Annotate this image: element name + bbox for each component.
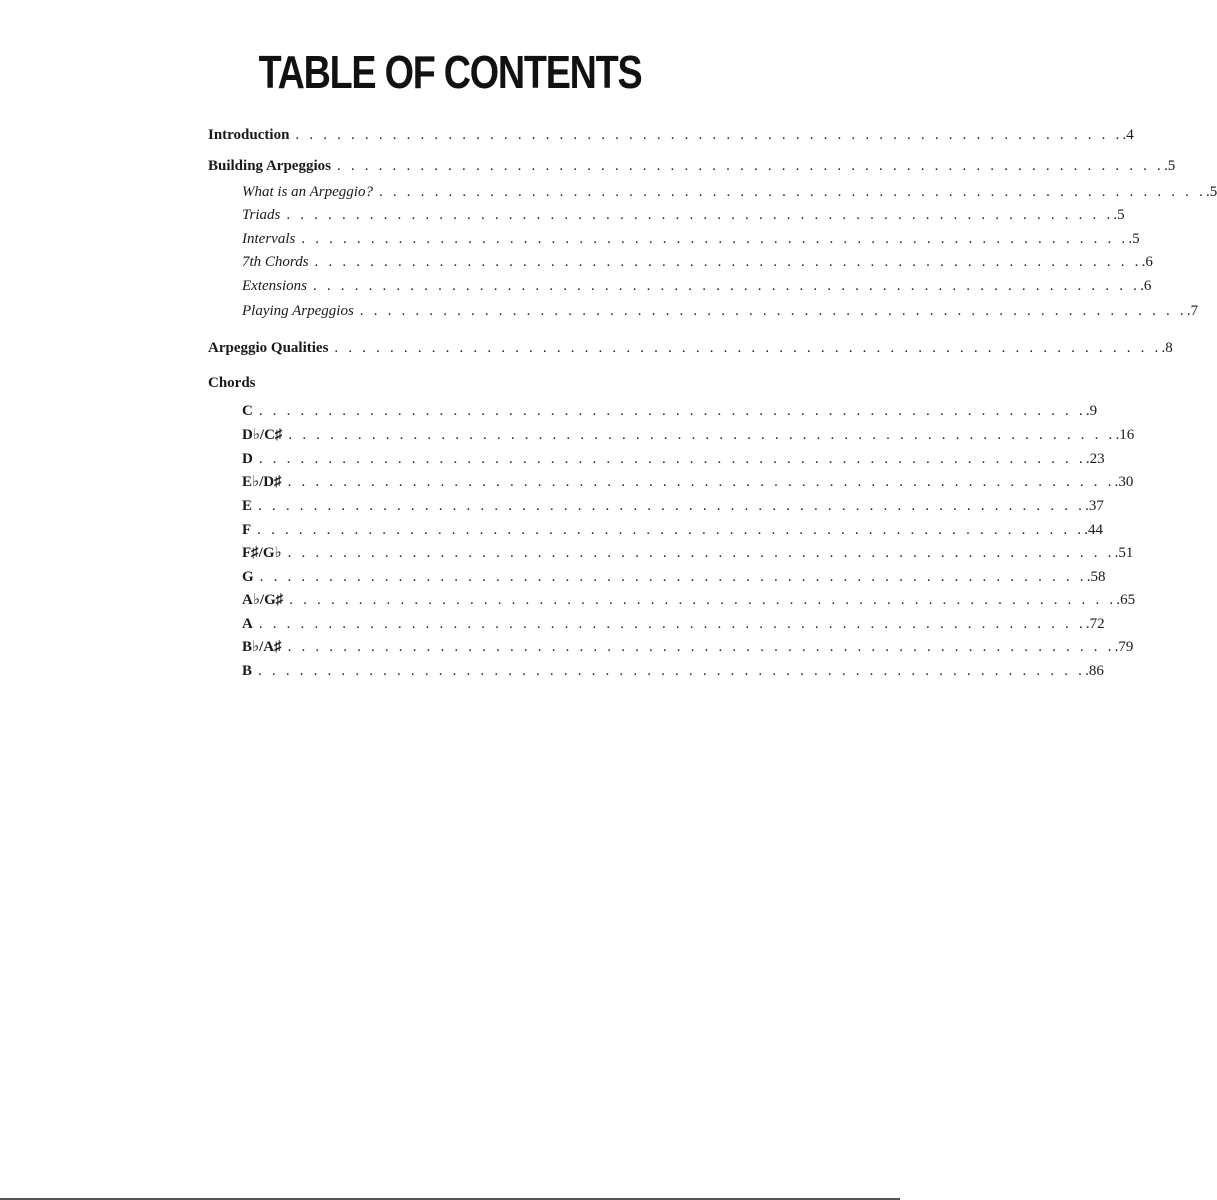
toc-entry-chord-a[interactable] xyxy=(242,613,1105,635)
chords-heading: Chords xyxy=(208,375,256,391)
toc-entry-label: Playing Arpeggios xyxy=(242,303,354,319)
toc-entry-label: C xyxy=(242,403,253,419)
leader-dots: . . . . . . . . . . . . . . . . . . . . . . . . . . . . . . . . . . . . . . . . . . . . . . . . . . . . . . . . . . . . xyxy=(334,340,1162,356)
toc-entry-page: .30 xyxy=(1114,474,1134,490)
toc-entry-page: .6 xyxy=(1140,278,1152,294)
toc-entry-page: .5 xyxy=(1113,207,1125,223)
leader-dots: . . . . . . . . . . . . . . . . . . . . . . . . . . . . . . . . . . . . . . . . . . . . . . . . . . . . . . . . . . . . xyxy=(301,231,1129,247)
leader-dots: . . . . . . . . . . . . . . . . . . . . . . . . . . . . . . . . . . . . . . . . . . . . . . . . . . . . . . . . . . . . xyxy=(286,207,1114,223)
leader-dots: . . . . . . . . . . . . . . . . . . . . . . . . . . . . . . . . . . . . . . . . . . . . . . . . . . . . . . . . . . . . xyxy=(258,451,1086,467)
toc-entry-label: G xyxy=(242,569,254,585)
toc-entry-label: B xyxy=(242,663,253,679)
toc-entry-chord-db-csharp[interactable] xyxy=(242,424,1135,446)
leader-dots: . . . . . . . . . . . . . . . . . . . . . . . . . . . . . . . . . . . . . . . . . . . . . . . . . . . . . . . . . . . . xyxy=(288,427,1116,443)
leader-dots: . . . . . . . . . . . . . . . . . . . . . . . . . . . . . . . . . . . . . . . . . . . . . . . . . . . . . . . . . . . . xyxy=(287,545,1115,561)
leader-dots: . . . . . . . . . . . . . . . . . . . . . . . . . . . . . . . . . . . . . . . . . . . . . . . . . . . . . . . . . . . . xyxy=(258,498,1086,514)
toc-entry-label: Extensions xyxy=(242,278,307,294)
toc-entry-extensions[interactable] xyxy=(242,275,1152,297)
toc-entry-page: .5 xyxy=(1128,231,1140,247)
page-title: TABLE OF CONTENTS xyxy=(258,46,642,98)
toc-entry-label: Triads xyxy=(242,207,281,223)
toc-entry-label: What is an Arpeggio? xyxy=(242,184,373,200)
leader-dots: . . . . . . . . . . . . . . . . . . . . . . . . . . . . . . . . . . . . . . . . . . . . . . . . . . . . . . . . . . . . xyxy=(336,158,1165,174)
toc-entry-page: .37 xyxy=(1085,498,1104,514)
leader-dots: . . . . . . . . . . . . . . . . . . . . . . . . . . . . . . . . . . . . . . . . . . . . . . . . . . . . . . . . . . . . xyxy=(287,474,1115,490)
toc-entry-page: .23 xyxy=(1085,451,1105,467)
leader-dots: . . . . . . . . . . . . . . . . . . . . . . . . . . . . . . . . . . . . . . . . . . . . . . . . . . . . . . . . . . . . xyxy=(359,303,1187,319)
toc-entry-7th-chords[interactable] xyxy=(242,251,1153,273)
toc-entry-page: .79 xyxy=(1114,639,1134,655)
toc-entry-page: .16 xyxy=(1115,427,1135,443)
leader-dots: . . . . . . . . . . . . . . . . . . . . . . . . . . . . . . . . . . . . . . . . . . . . . . . . . . . . . . . . . . . . xyxy=(378,184,1207,200)
leader-dots: . . . . . . . . . . . . . . . . . . . . . . . . . . . . . . . . . . . . . . . . . . . . . . . . . . . . . . . . . . . . xyxy=(259,569,1087,585)
toc-entry-chord-g[interactable] xyxy=(242,566,1106,588)
toc-entry-label: Intervals xyxy=(242,231,296,247)
toc-entry-label: 7th Chords xyxy=(242,254,309,270)
toc-entry-page: .6 xyxy=(1141,254,1153,270)
toc-entry-label: Building Arpeggios xyxy=(208,158,331,174)
toc-entry-label: A♭/G♯ xyxy=(242,592,284,608)
toc-entry-page: .51 xyxy=(1114,545,1134,561)
toc-entry-label: E xyxy=(242,498,253,514)
toc-entry-page: .8 xyxy=(1161,340,1173,356)
toc-entry-page: .72 xyxy=(1085,616,1105,632)
toc-entry-chord-bb-asharp[interactable] xyxy=(242,636,1134,658)
leader-dots: . . . . . . . . . . . . . . . . . . . . . . . . . . . . . . . . . . . . . . . . . . . . . . . . . . . . . . . . . . . . xyxy=(258,616,1086,632)
toc-entry-label: Arpeggio Qualities xyxy=(208,340,329,356)
toc-entry-chord-b[interactable] xyxy=(242,660,1104,682)
toc-entry-label: D xyxy=(242,451,253,467)
toc-entry-page: .4 xyxy=(1122,127,1134,143)
toc-entry-page: .65 xyxy=(1116,592,1136,608)
toc-entry-building-arpeggios[interactable] xyxy=(208,155,1176,177)
toc-entry-chord-e[interactable] xyxy=(242,495,1104,517)
leader-dots: . . . . . . . . . . . . . . . . . . . . . . . . . . . . . . . . . . . . . . . . . . . . . . . . . . . . . . . . . . . . xyxy=(257,522,1085,538)
toc-entry-chord-d[interactable] xyxy=(242,448,1105,470)
toc-entry-page: .5 xyxy=(1206,184,1217,200)
toc-entry-playing-arpeggios[interactable] xyxy=(242,300,1199,322)
toc-entry-page: .44 xyxy=(1084,522,1103,538)
toc-entry-page: .58 xyxy=(1086,569,1106,585)
toc-entry-label: E♭/D♯ xyxy=(242,474,282,490)
toc-entry-chord-f[interactable] xyxy=(242,519,1103,541)
toc-entry-triads[interactable] xyxy=(242,204,1125,226)
toc-entry-label: F♯/G♭ xyxy=(242,545,282,561)
leader-dots: . . . . . . . . . . . . . . . . . . . . . . . . . . . . . . . . . . . . . . . . . . . . . . . . . . . . . . . . . . . . xyxy=(295,127,1123,143)
toc-entry-label: B♭/A♯ xyxy=(242,639,282,655)
toc-entry-page: .5 xyxy=(1164,158,1176,174)
toc-entry-label: D♭/C♯ xyxy=(242,427,283,443)
toc-entry-page: .9 xyxy=(1085,403,1098,419)
leader-dots: . . . . . . . . . . . . . . . . . . . . . . . . . . . . . . . . . . . . . . . . . . . . . . . . . . . . . . . . . . . . xyxy=(258,403,1086,419)
toc-entry-what-is-an-arpeggio[interactable] xyxy=(242,181,1217,203)
toc-entry-label: Introduction xyxy=(208,127,290,143)
leader-dots: . . . . . . . . . . . . . . . . . . . . . . . . . . . . . . . . . . . . . . . . . . . . . . . . . . . . . . . . . . . . xyxy=(313,278,1141,294)
toc-entry-label: F xyxy=(242,522,252,538)
toc-entry-label: A xyxy=(242,616,253,632)
toc-entry-chord-ab-gsharp[interactable] xyxy=(242,589,1136,611)
leader-dots: . . . . . . . . . . . . . . . . . . . . . . . . . . . . . . . . . . . . . . . . . . . . . . . . . . . . . . . . . . . . xyxy=(289,592,1117,608)
toc-entry-arpeggio-qualities[interactable] xyxy=(208,337,1173,359)
toc-entry-page: .86 xyxy=(1085,663,1104,679)
toc-entry-chord-eb-dsharp[interactable] xyxy=(242,471,1134,493)
toc-entry-chord-c[interactable] xyxy=(242,400,1098,422)
leader-dots: . . . . . . . . . . . . . . . . . . . . . . . . . . . . . . . . . . . . . . . . . . . . . . . . . . . . . . . . . . . . xyxy=(314,254,1142,270)
toc-entry-introduction[interactable] xyxy=(208,124,1134,146)
leader-dots: . . . . . . . . . . . . . . . . . . . . . . . . . . . . . . . . . . . . . . . . . . . . . . . . . . . . . . . . . . . . xyxy=(258,663,1086,679)
toc-entry-page: .7 xyxy=(1186,303,1199,319)
toc-entry-chord-fsharp-gb[interactable] xyxy=(242,542,1134,564)
toc-entry-intervals[interactable] xyxy=(242,228,1140,250)
leader-dots: . . . . . . . . . . . . . . . . . . . . . . . . . . . . . . . . . . . . . . . . . . . . . . . . . . . . . . . . . . . . xyxy=(287,639,1115,655)
